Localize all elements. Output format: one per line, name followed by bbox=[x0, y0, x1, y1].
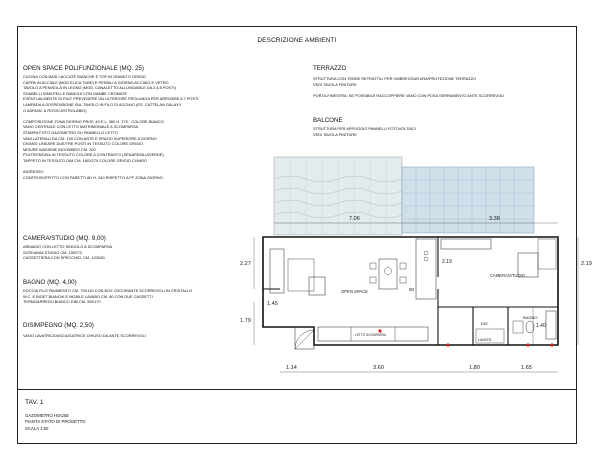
sink bbox=[513, 321, 523, 333]
label-dis: DIS. bbox=[481, 321, 489, 326]
title-block-line: GAZOMETRO HOUSE bbox=[25, 413, 70, 418]
bagno-line: W.C. E BIDET BIANCHI E MOBILE LAVABO CM. 80 CON DUE CASSETTI bbox=[23, 293, 153, 299]
open-space-line: INGRESSO bbox=[23, 169, 44, 175]
drawing-sheet bbox=[17, 26, 592, 444]
open-space-line: TAVOLO A PENISOLA IN LEGNO (MOD. CANALETTO ALLUNGABILE DA 2 A 5 POSTI) bbox=[23, 85, 176, 91]
open-space-line: TAPPETO IN TESSUTO DIM CM. 180X270 COLORE GRIGIO CHIARO bbox=[23, 157, 148, 163]
open-space-line: CUCINA CON BASI LACCATE BIANCHE E TOP IN GRANITO GRIGIO bbox=[23, 74, 146, 79]
open-space-line: LAMPADA A SOSPENSIONE SUL TAVOLO IN FILO DI ACCIAIO (ES. CATTELAN GALAXY bbox=[23, 101, 182, 107]
terrazzo-line: PORTA-FINESTRA: SE POSSIBILE RACCOPPIERE VANO CON POSA SERRAMENTO ANTE SCORREVOLI bbox=[313, 92, 505, 98]
open-space-line: DIVANO LINEARE DUE/TRE POSTI IN TESSUTO COLORE GRIGIO bbox=[23, 141, 144, 147]
label-camera: CAMERA/STUDIO bbox=[490, 273, 525, 278]
open-space-line: CONTROSOFFITTO CON FARETTI AD H. 240 RISPETTO A FF ZONA GIORNO bbox=[23, 174, 163, 180]
sheet-title: DESCRIZIONE AMBIENTI bbox=[257, 37, 337, 44]
open-space-line: STAMPA FOTO GAZOMETRO SU PANNELLO LETTO bbox=[23, 129, 118, 135]
floor-plan bbox=[18, 27, 592, 389]
disimpegno-line: VANO LAVATRICE/ASCIUGATRICE CHIUSO DA ANTE SCORREVOLI bbox=[23, 333, 146, 338]
terrazzo-line: STRUTTURA CON TENDE RETRATTILI PER OMBREGGIATURA/PROTEZIONE TERRAZZO bbox=[313, 76, 477, 81]
open-space-line: VANO CENTRALE CON LETTO MATRIMONIALE A SCOMPARSA bbox=[23, 124, 139, 130]
label-wall-unit: LETTO SCOMPARSA bbox=[355, 333, 387, 337]
camera-heading: CAMERA/STUDIO (MQ. 9,00) bbox=[23, 235, 106, 242]
dim-right-height: 2.19 bbox=[581, 261, 592, 267]
open-space-line: POLTRONCINA IN TESSUTO COLORE A CONTRASTO (SENAPE/BLU/VERDE) bbox=[23, 152, 164, 158]
dim-top-left: 7.06 bbox=[349, 216, 360, 222]
open-space-line: O ADRIAN. & ROSSI ASTROLABIO) bbox=[23, 107, 87, 113]
tav-number: TAV. 1 bbox=[25, 399, 44, 406]
open-space-line: MISURE MASSIME INGOMBRO CM. 200 bbox=[23, 146, 96, 152]
label-open-space: OPEN SPACE bbox=[341, 289, 368, 294]
open-space-line: CAPPA IN ACCIAIO (MOD ELICA TUBE) E PENSILI A GIORNO ACCIAIO E VETRO bbox=[23, 79, 169, 85]
camera-line: CASSETTIERA CON SPECCHIO, CM. 120X60 bbox=[23, 255, 105, 261]
label-lavatr: LAVATR. bbox=[478, 338, 493, 342]
open-space-line: VANI LATERALI DA CM. 100 CON ANTE E SPAZIO SUPERIORE A GIORNO bbox=[23, 135, 157, 141]
open-space-line: COMPOSIZIONE ZONA GIORNO PROF. 40 E L. 360 H. 270 - COLORE BIANCO bbox=[23, 118, 164, 124]
label-bagno: BAGNO bbox=[523, 315, 538, 320]
terrazzo-line: VEDI TAVOLA FINITURE bbox=[313, 81, 357, 87]
title-block-line: SCALA 1:50 bbox=[25, 425, 49, 431]
dim-bottom-b: 3.60 bbox=[373, 365, 384, 371]
kitchen-counter bbox=[416, 239, 436, 299]
shower bbox=[546, 311, 556, 339]
dim-80: 80 bbox=[409, 287, 415, 292]
peninsula-table bbox=[379, 259, 397, 289]
dim-inner-height: 2.19 bbox=[442, 259, 452, 265]
title-block-line: PIANTA STATO DI PROGETTO bbox=[25, 419, 86, 425]
camera-line: ARMADIO CON LETTO SINGOLO A SCOMPARSA bbox=[23, 244, 113, 249]
balcone-line: VEDI TAVOLA FINITURE bbox=[313, 131, 357, 137]
open-space-heading: OPEN SPACE POLIFUNZIONALE (MQ. 25) bbox=[23, 65, 144, 72]
wardrobe-bed bbox=[441, 239, 491, 249]
open-space-line: SGABELLI SIMILPELLE BIANCHI CON GAMBE CROMATE bbox=[23, 90, 128, 96]
terrazzo-heading: TERRAZZO bbox=[313, 65, 347, 72]
armchair bbox=[309, 277, 325, 295]
dim-bottom-d: 1.65 bbox=[521, 365, 532, 371]
camera-line: SCRIVANIA STUDIO CM. 150X70 bbox=[23, 249, 82, 255]
bagno-heading: BAGNO (MQ. 4,00) bbox=[23, 279, 77, 286]
open-space-line: EVENTUALMENTE SI PUO' PREVEDERE UN ULTERIORE PROLUNGA PER ARRIVARE A 7 POSTI bbox=[23, 96, 199, 102]
bagno-line: TERMOARREDO BIANCO DIM CM. 55X170 bbox=[23, 299, 101, 305]
balcone-line: STRUTTURA PER APPOGGIO PANNELLI FOTOVOLTAICI bbox=[313, 126, 416, 131]
dim-left-lower: 1.79 bbox=[240, 318, 251, 324]
rug bbox=[288, 259, 314, 291]
dim-lower-right: 1.40 bbox=[536, 323, 546, 329]
dim-top-right: 3.38 bbox=[489, 216, 500, 222]
dim-left-height: 2.27 bbox=[240, 261, 251, 267]
sofa bbox=[270, 249, 284, 293]
bagno-line: DOCCIA FILO PAVIMENTO CM. 75X140 CON BOX OSCURANTE SCORREVOLI IN CRISTALLO bbox=[23, 288, 193, 293]
dim-bottom-a: 1.14 bbox=[286, 365, 297, 371]
balcone-heading: BALCONE bbox=[313, 117, 343, 124]
title-block-divider bbox=[18, 389, 576, 390]
wc bbox=[526, 321, 534, 333]
title-block-lines bbox=[25, 413, 85, 432]
disimpegno-heading: DISIMPEGNO (MQ. 2,50) bbox=[23, 322, 94, 329]
dim-left-step: 1.45 bbox=[267, 301, 278, 307]
dim-bottom-c: 1.80 bbox=[469, 365, 480, 371]
